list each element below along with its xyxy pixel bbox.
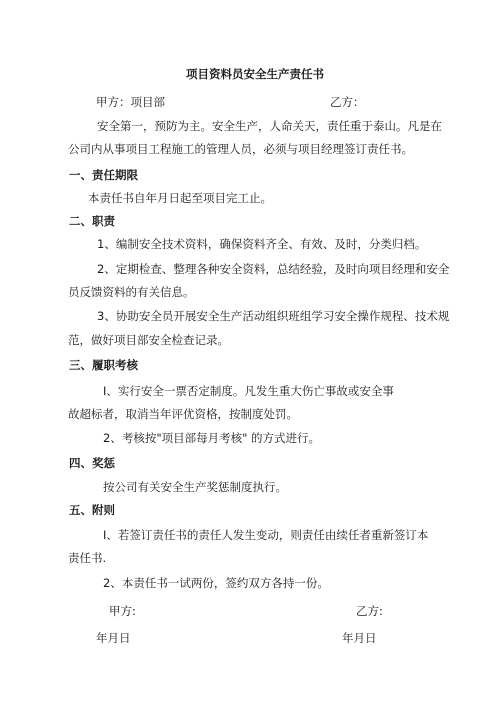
intro-line-1: 安全第一，预防为主。安全生产，人命关天，责任重于泰山。凡是在	[97, 119, 442, 133]
section-3-heading: 三、履职考核	[69, 358, 138, 372]
section-5-item-2: 2、本责任书一试两份，签约双方各持一份。	[103, 576, 329, 590]
section-5-item-1-line-1: I、若签订责任书的责任人发生变动，则责任由续任者重新签订本	[103, 528, 429, 542]
intro-line-2: 公司内从事项目工程施工的管理人员，必须与项目经理签订责任书。	[68, 142, 413, 156]
section-3-item-1-line-1: I、实行安全一票否定制度。凡发生重大伤亡事故或安全事	[103, 384, 394, 398]
section-5-heading: 五、附则	[69, 503, 115, 517]
section-2-item-2-line-1: 2、定期检查、整理各种安全资料，总结经验，及时向项目经理和安全	[97, 262, 450, 276]
signature-party-b: 乙方:	[356, 604, 383, 618]
document-title: 项目资料员安全生产责任书	[186, 67, 324, 81]
section-1-heading: 一、责任期限	[69, 168, 138, 182]
section-5-item-1-line-2: 责任书.	[68, 551, 107, 565]
section-1-text: 本责任书自年月日起至项目完工止。	[88, 191, 272, 205]
section-4-text: 按公司有关安全生产奖惩制度执行。	[103, 480, 287, 494]
section-3-item-2: 2、考核按"项目部每月考核" 的方式进行。	[103, 431, 321, 445]
section-2-item-3-line-2: 范，做好项目部安全检查记录。	[68, 333, 229, 347]
party-a-label: 甲方：项目部	[96, 95, 165, 109]
section-2-heading: 二、职责	[69, 214, 115, 228]
date-party-b: 年月日	[342, 631, 377, 645]
party-b-label: 乙方：	[330, 95, 365, 109]
section-2-item-2-line-2: 员反馈资料的有关信息。	[68, 285, 195, 299]
section-2-item-1: 1、编制安全技术资料，确保资料齐全、有效、及时，分类归档。	[97, 237, 427, 251]
section-4-heading: 四、奖惩	[69, 456, 115, 470]
section-3-item-1-line-2: 故超标者，取消当年评优资格，按制度处罚。	[68, 407, 298, 421]
section-2-item-3-line-1: 3、协助安全员开展安全生产活动组织班组学习安全操作规程、技术规	[97, 309, 450, 323]
date-party-a: 年月日	[96, 631, 131, 645]
signature-party-a: 甲方:	[109, 604, 136, 618]
